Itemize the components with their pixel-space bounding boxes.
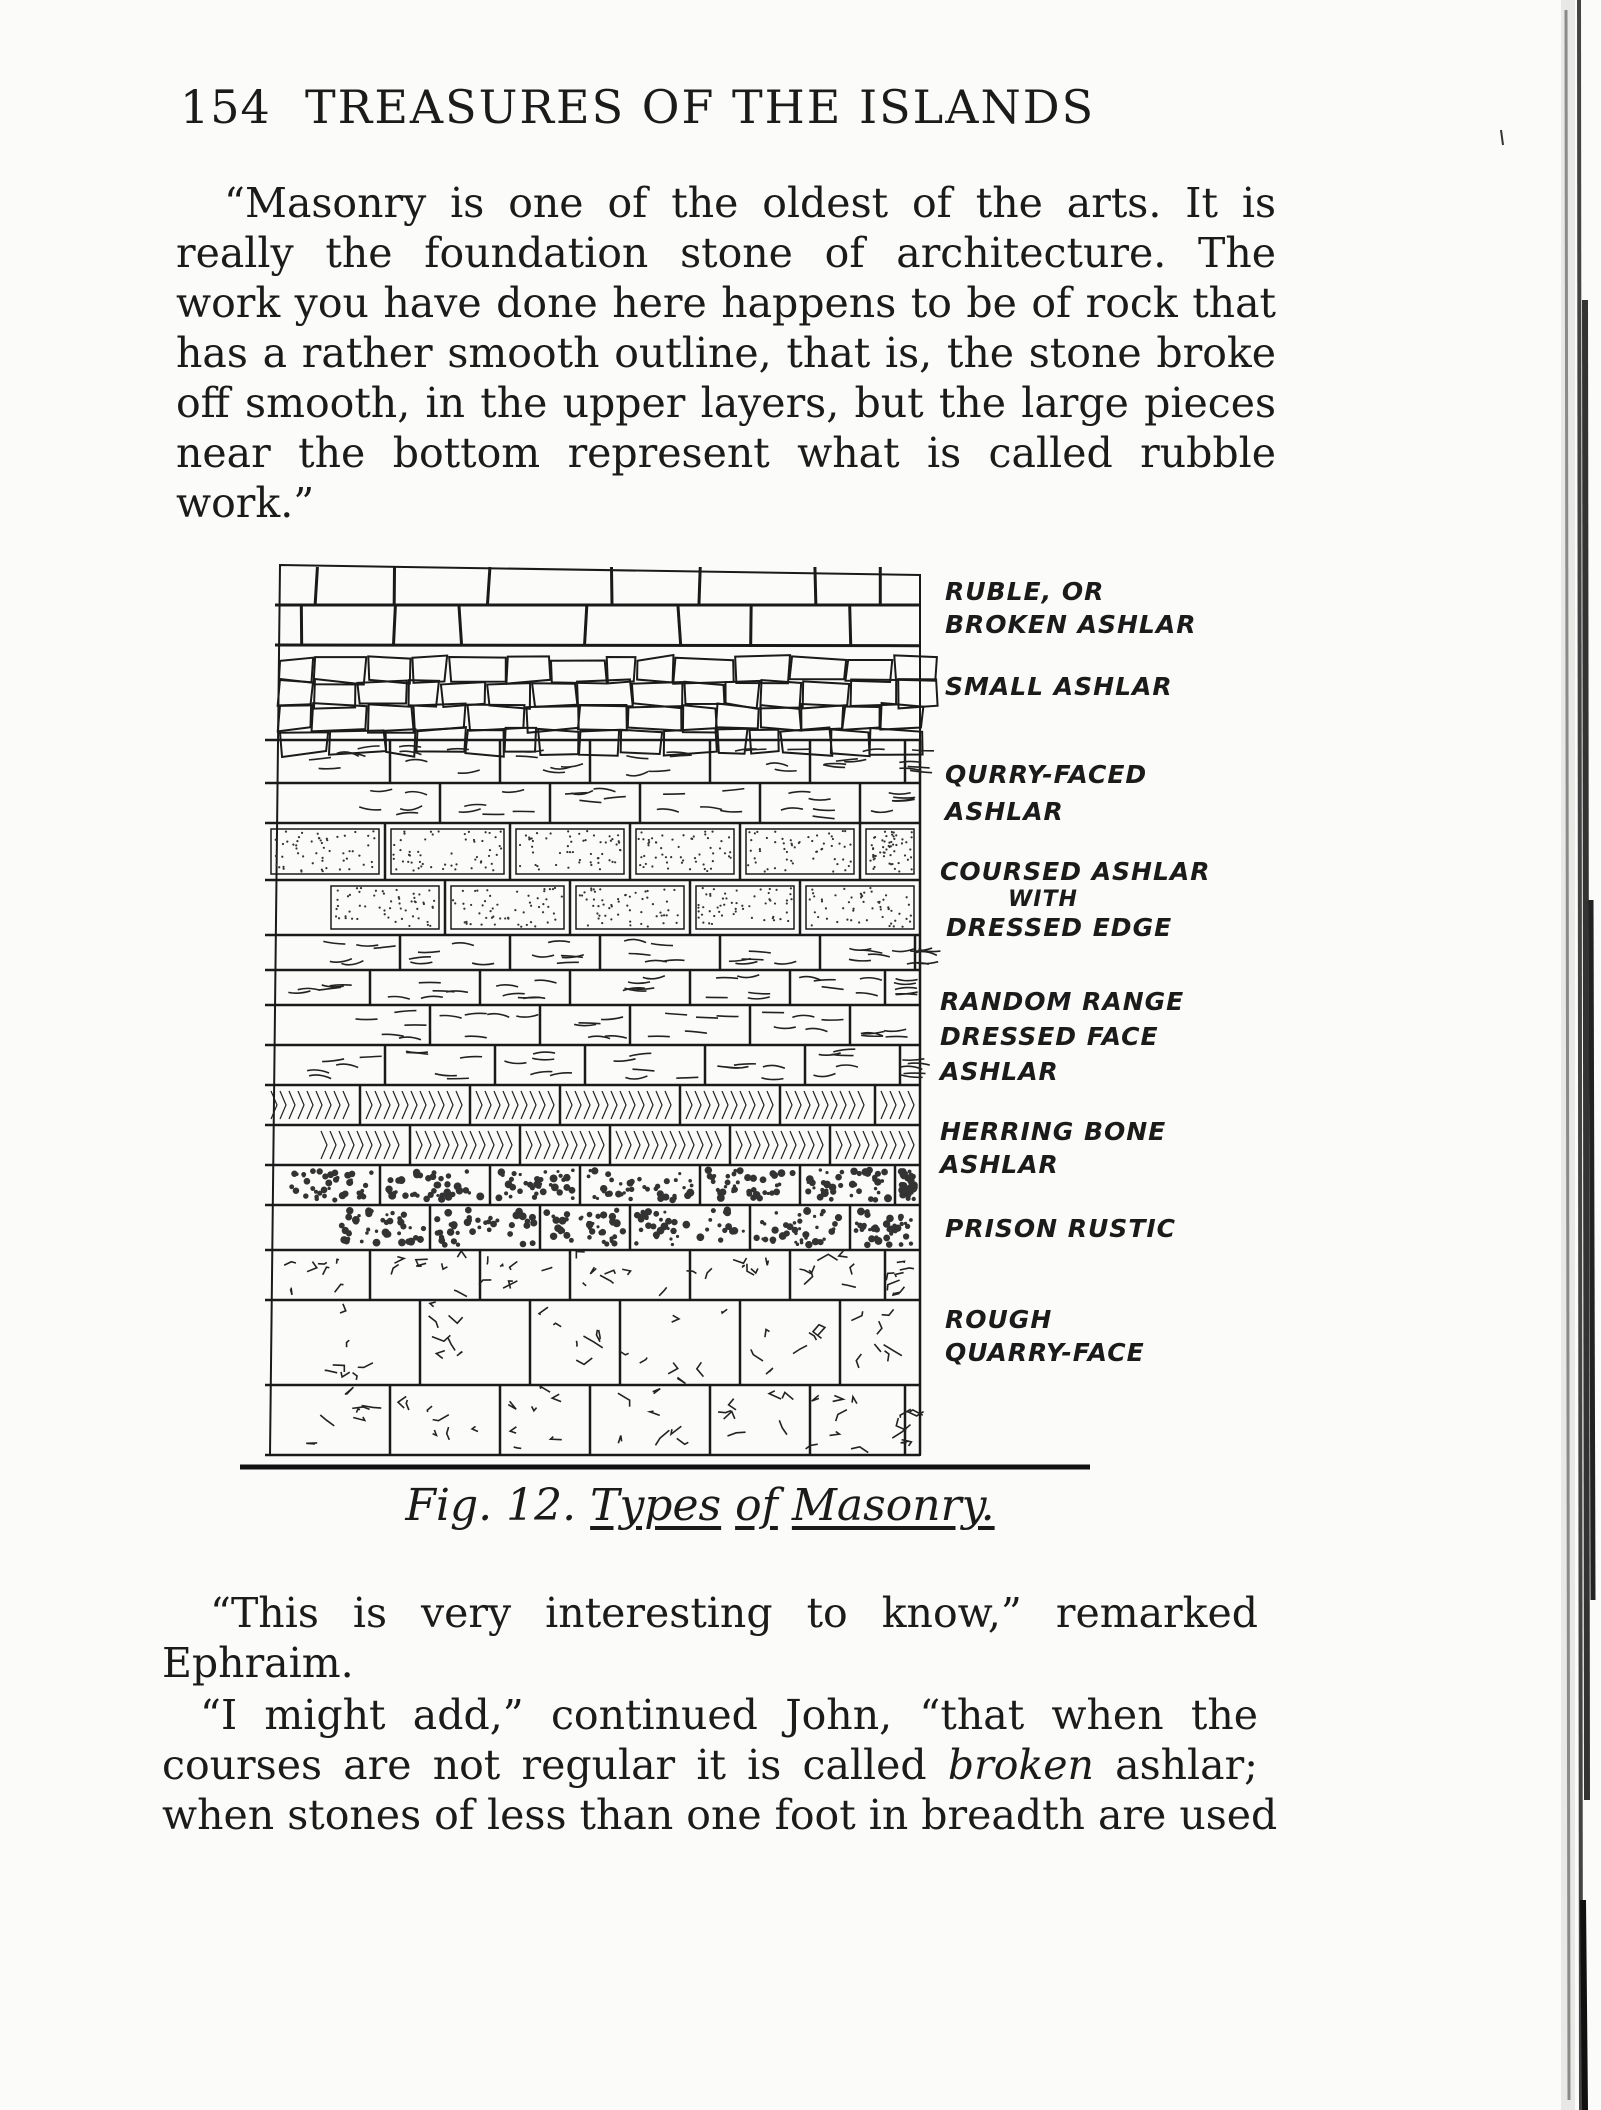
label-line: SMALL ASHLAR [945, 672, 1173, 701]
caption-of: of [735, 1480, 778, 1531]
label-coursed-ashlar [940, 858, 1211, 942]
text-line: near the bottom represent what is called rubble [176, 429, 1276, 477]
label-line: PRISON RUSTIC [945, 1214, 1177, 1243]
text-run: ashlar; [1093, 1741, 1258, 1789]
binding-edge [1451, 0, 1601, 2110]
text-line: really the foundation stone of architecture. The [176, 229, 1276, 277]
paragraph-ephraim [162, 1588, 1258, 1688]
text-line: work.” [176, 479, 315, 527]
label-line: COURSED ASHLAR [940, 857, 1211, 886]
text-run: courses are not regular it is called [162, 1741, 948, 1789]
label-line: ROUGH [945, 1305, 1053, 1334]
label-line: QUARRY-FACE [945, 1338, 1145, 1367]
caption-fig: Fig. 12. [405, 1480, 577, 1531]
text-line: has a rather smooth outline, that is, the stone broke [176, 329, 1276, 377]
text-line: “This is very interesting to know,” remarked [210, 1589, 1258, 1637]
label-line: RANDOM RANGE [940, 987, 1185, 1016]
text-line: work you have done here happens to be of rock that [176, 279, 1276, 327]
label-line: WITH [1008, 887, 1078, 912]
label-line: DRESSED EDGE [946, 913, 1173, 942]
label-small-ashlar [945, 670, 1173, 703]
text-line: “I might add,” continued John, “that when the [200, 1691, 1258, 1739]
text-line: Ephraim. [162, 1639, 354, 1687]
text-line: off smooth, in the upper layers, but the large pieces [176, 379, 1276, 427]
label-line: ASHLAR [945, 797, 1064, 826]
text-line: “Masonry is one of the oldest of the arts. It is [224, 179, 1276, 227]
page-header [180, 80, 1095, 134]
label-line: ASHLAR [940, 1150, 1059, 1179]
label-random-range [940, 984, 1184, 1089]
italic-word: broken [947, 1741, 1094, 1789]
label-line: BROKEN ASHLAR [945, 610, 1197, 639]
label-prison-rustic [945, 1212, 1176, 1245]
label-line: QURRY-FACED [945, 760, 1148, 789]
label-quarry-faced [945, 758, 1147, 828]
label-line: HERRING BONE [940, 1117, 1167, 1146]
label-rough-quarry [945, 1303, 1145, 1369]
caption-masonry: Masonry. [791, 1480, 995, 1531]
label-line: RUBLE, OR [945, 577, 1105, 606]
page-number: 154 [180, 80, 271, 134]
caption-types: Types [590, 1480, 722, 1531]
text-line: when stones of less than one foot in breadth are used [162, 1791, 1278, 1839]
label-herring-bone [940, 1115, 1166, 1181]
figure-caption [360, 1480, 1040, 1531]
label-rubble [945, 575, 1196, 641]
paragraph-john [162, 1690, 1278, 1840]
label-line: ASHLAR [940, 1057, 1059, 1086]
running-title: TREASURES OF THE ISLANDS [305, 80, 1096, 134]
label-line: DRESSED FACE [940, 1022, 1159, 1051]
paragraph-masonry-quote [176, 178, 1276, 528]
text-line [162, 1740, 1258, 1790]
